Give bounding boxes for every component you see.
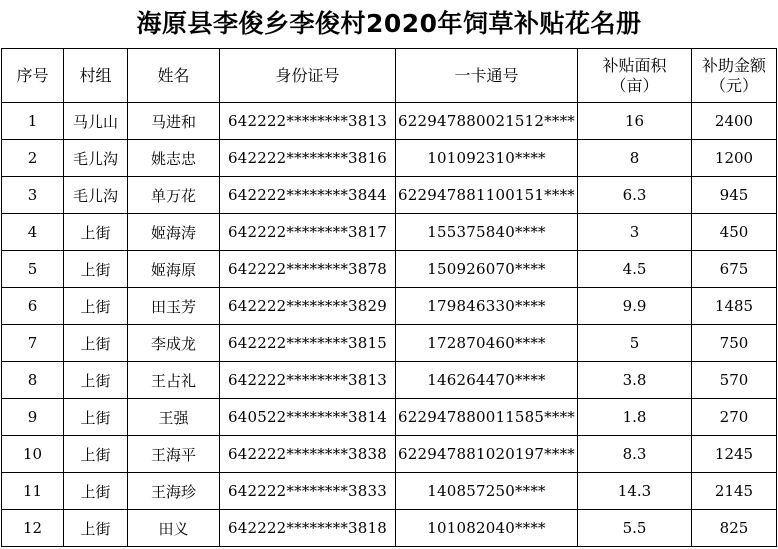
table-row	[2, 103, 777, 140]
cell-area[interactable]: 16	[578, 103, 692, 140]
cell-area[interactable]: 9.9	[578, 288, 692, 325]
cell-amount[interactable]: 270	[692, 399, 777, 436]
cell-name[interactable]: 姬海涛	[128, 214, 220, 251]
cell-group[interactable]: 上街	[64, 473, 128, 510]
table-row	[2, 325, 777, 362]
cell-group[interactable]: 上街	[64, 510, 128, 547]
cell-card[interactable]: 622947881020197****	[396, 436, 578, 473]
cell-group[interactable]: 上街	[64, 251, 128, 288]
cell-area[interactable]: 5.5	[578, 510, 692, 547]
cell-group[interactable]: 上街	[64, 362, 128, 399]
cell-group[interactable]: 马儿山	[64, 103, 128, 140]
table-row	[2, 510, 777, 547]
cell-area[interactable]: 14.3	[578, 473, 692, 510]
cell-amount[interactable]: 1485	[692, 288, 777, 325]
cell-amount[interactable]: 570	[692, 362, 777, 399]
header-id-number[interactable]: 身份证号	[220, 49, 396, 103]
table-row	[2, 436, 777, 473]
cell-card[interactable]: 150926070****	[396, 251, 578, 288]
cell-card[interactable]: 179846330****	[396, 288, 578, 325]
cell-seq[interactable]: 10	[2, 436, 64, 473]
header-amount[interactable]	[692, 49, 777, 103]
cell-name[interactable]: 田义	[128, 510, 220, 547]
header-group[interactable]: 村组	[64, 49, 128, 103]
header-amount-line2: （元）	[709, 75, 758, 95]
table-row	[2, 399, 777, 436]
cell-seq[interactable]: 9	[2, 399, 64, 436]
cell-seq[interactable]: 6	[2, 288, 64, 325]
cell-card[interactable]: 146264470****	[396, 362, 578, 399]
cell-id-number[interactable]: 642222********3816	[220, 140, 396, 177]
cell-area[interactable]: 5	[578, 325, 692, 362]
header-name[interactable]: 姓名	[128, 49, 220, 103]
cell-name[interactable]: 王海平	[128, 436, 220, 473]
header-area-line1: 补贴面积	[602, 55, 667, 75]
cell-seq[interactable]: 5	[2, 251, 64, 288]
cell-area[interactable]: 1.8	[578, 399, 692, 436]
cell-name[interactable]: 姬海原	[128, 251, 220, 288]
cell-seq[interactable]: 1	[2, 103, 64, 140]
cell-amount[interactable]: 675	[692, 251, 777, 288]
cell-card[interactable]: 622947880021512****	[396, 103, 578, 140]
cell-name[interactable]: 单万花	[128, 177, 220, 214]
cell-name[interactable]: 王占礼	[128, 362, 220, 399]
cell-group[interactable]: 上街	[64, 399, 128, 436]
cell-card[interactable]: 172870460****	[396, 325, 578, 362]
table-row	[2, 288, 777, 325]
table-row	[2, 177, 777, 214]
cell-id-number[interactable]: 642222********3838	[220, 436, 396, 473]
cell-card[interactable]: 101082040****	[396, 510, 578, 547]
cell-id-number[interactable]: 642222********3844	[220, 177, 396, 214]
cell-id-number[interactable]: 642222********3829	[220, 288, 396, 325]
cell-card[interactable]: 155375840****	[396, 214, 578, 251]
header-area-line2: （亩）	[610, 75, 659, 95]
cell-area[interactable]: 3	[578, 214, 692, 251]
table-row	[2, 251, 777, 288]
cell-amount[interactable]: 825	[692, 510, 777, 547]
cell-name[interactable]: 姚志忠	[128, 140, 220, 177]
cell-area[interactable]: 4.5	[578, 251, 692, 288]
header-area[interactable]	[578, 49, 692, 103]
cell-card[interactable]: 622947880011585****	[396, 399, 578, 436]
cell-seq[interactable]: 8	[2, 362, 64, 399]
cell-area[interactable]: 6.3	[578, 177, 692, 214]
cell-card[interactable]: 622947881100151****	[396, 177, 578, 214]
cell-name[interactable]: 马进和	[128, 103, 220, 140]
cell-group[interactable]: 毛儿沟	[64, 140, 128, 177]
cell-area[interactable]: 8	[578, 140, 692, 177]
cell-id-number[interactable]: 642222********3813	[220, 362, 396, 399]
cell-amount[interactable]: 1245	[692, 436, 777, 473]
cell-id-number[interactable]: 642222********3818	[220, 510, 396, 547]
table-row	[2, 473, 777, 510]
cell-name[interactable]: 李成龙	[128, 325, 220, 362]
cell-seq[interactable]: 7	[2, 325, 64, 362]
cell-amount[interactable]: 2400	[692, 103, 777, 140]
cell-id-number[interactable]: 642222********3817	[220, 214, 396, 251]
cell-group[interactable]: 上街	[64, 436, 128, 473]
cell-id-number[interactable]: 642222********3878	[220, 251, 396, 288]
cell-id-number[interactable]: 642222********3815	[220, 325, 396, 362]
cell-name[interactable]: 王海珍	[128, 473, 220, 510]
cell-seq[interactable]: 4	[2, 214, 64, 251]
cell-group[interactable]: 毛儿沟	[64, 177, 128, 214]
cell-seq[interactable]: 3	[2, 177, 64, 214]
cell-group[interactable]: 上街	[64, 288, 128, 325]
cell-name[interactable]: 田玉芳	[128, 288, 220, 325]
table-row	[2, 214, 777, 251]
cell-group[interactable]: 上街	[64, 325, 128, 362]
cell-id-number[interactable]: 640522********3814	[220, 399, 396, 436]
table-row	[2, 362, 777, 399]
subsidy-table	[1, 48, 777, 547]
cell-id-number[interactable]: 642222********3833	[220, 473, 396, 510]
header-card[interactable]: 一卡通号	[396, 49, 578, 103]
cell-name[interactable]: 王强	[128, 399, 220, 436]
cell-seq[interactable]: 12	[2, 510, 64, 547]
header-amount-line1: 补助金额	[701, 55, 766, 75]
cell-amount[interactable]: 945	[692, 177, 777, 214]
header-seq[interactable]: 序号	[2, 49, 64, 103]
cell-id-number[interactable]: 642222********3813	[220, 103, 396, 140]
cell-seq[interactable]: 2	[2, 140, 64, 177]
table-row	[2, 140, 777, 177]
cell-card[interactable]: 101092310****	[396, 140, 578, 177]
table-body	[2, 103, 777, 547]
header-row	[2, 49, 777, 103]
cell-amount[interactable]: 750	[692, 325, 777, 362]
cell-area[interactable]: 3.8	[578, 362, 692, 399]
cell-amount[interactable]: 1200	[692, 140, 777, 177]
cell-amount[interactable]: 450	[692, 214, 777, 251]
cell-seq[interactable]: 11	[2, 473, 64, 510]
cell-amount[interactable]: 2145	[692, 473, 777, 510]
page-title: 海原县李俊乡李俊村2020年饲草补贴花名册	[136, 9, 642, 38]
cell-card[interactable]: 140857250****	[396, 473, 578, 510]
cell-group[interactable]: 上街	[64, 214, 128, 251]
cell-area[interactable]: 8.3	[578, 436, 692, 473]
